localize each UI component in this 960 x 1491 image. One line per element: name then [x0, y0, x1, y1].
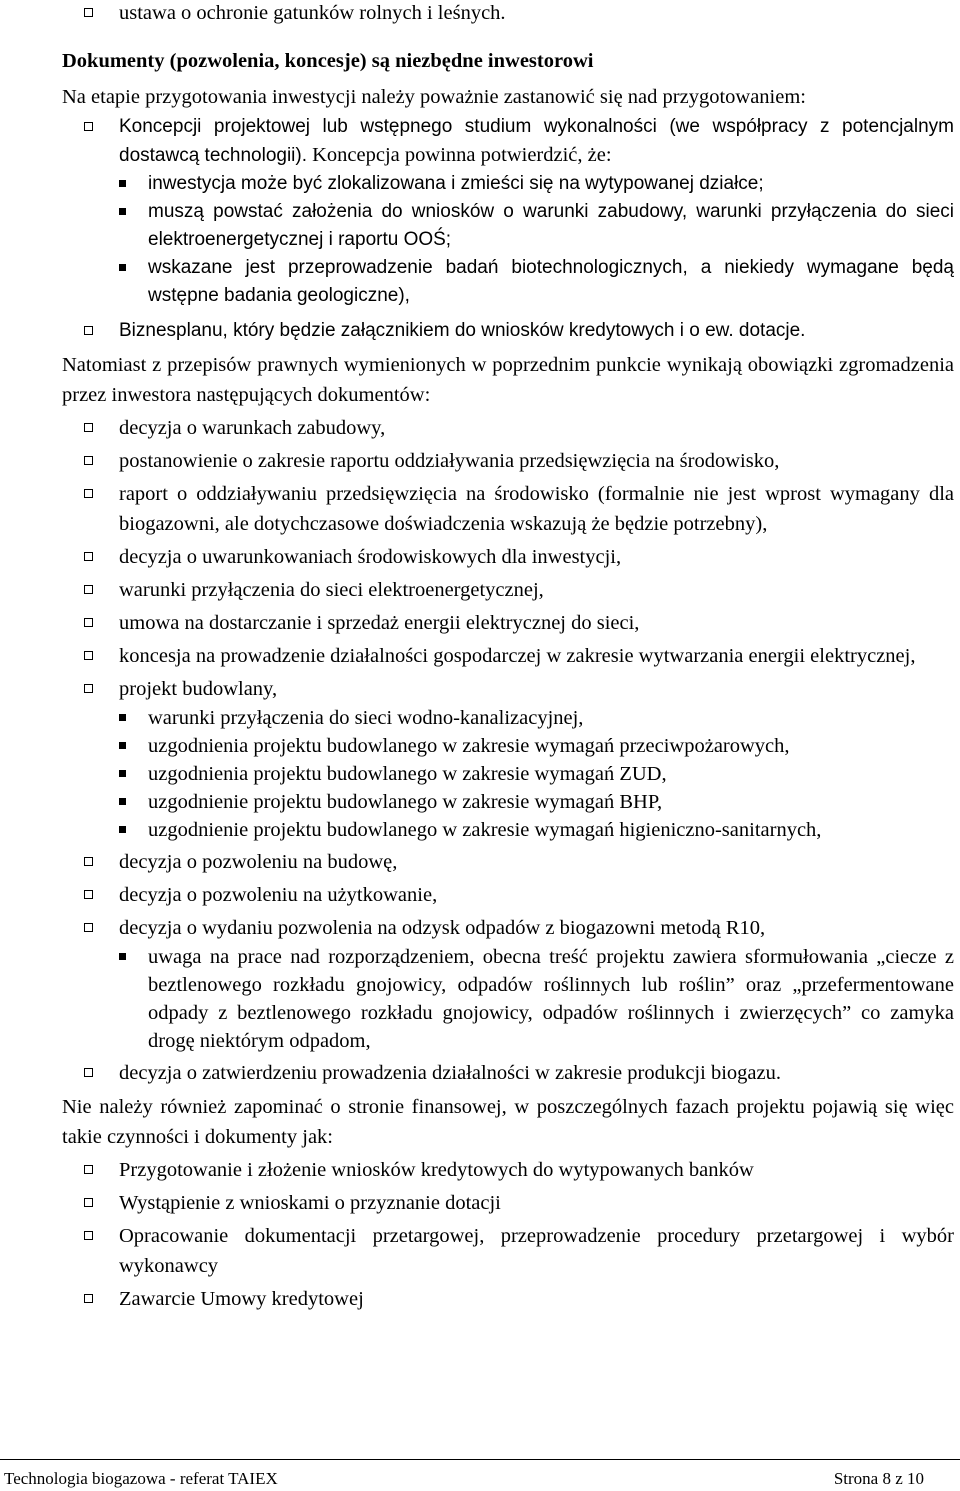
sub-list-item: warunki przyłączenia do sieci wodno-kanalizacyjnej,: [62, 704, 954, 732]
list-item: Wystąpienie z wnioskami o przyznanie dotacji: [62, 1188, 954, 1218]
intro-paragraph: Na etapie przygotowania inwestycji należy poważnie zastanowić się nad przygotowaniem:: [62, 86, 806, 108]
list-item: postanowienie o zakresie raportu oddziaływania przedsięwzięcia na środowisko,: [62, 446, 954, 476]
sub-list-item: uzgodnienie projektu budowlanego w zakresie wymagań higieniczno-sanitarnych,: [62, 816, 954, 844]
finance-paragraph: Nie należy również zapominać o stronie finansowej, w poszczególnych fazach projektu pojawią się więc takie czynności i dokumenty jak:: [62, 1096, 954, 1148]
checkbox-bullet-icon: [84, 8, 93, 17]
list-item: Przygotowanie i złożenie wniosków kredytowych do wytypowanych banków: [62, 1155, 954, 1185]
square-bullet-icon: [119, 953, 126, 960]
square-bullet-icon: [119, 180, 126, 187]
checkbox-bullet-icon: [84, 1231, 93, 1240]
footer-title: Technologia biogazowa - referat TAIEX: [4, 1469, 278, 1488]
list-item-business-plan: Biznesplanu, który będzie załącznikiem do wniosków kredytowych i o ew. dotacje.: [62, 316, 954, 346]
list-item: decyzja o zatwierdzeniu prowadzenia działalności w zakresie produkcji biogazu.: [62, 1058, 954, 1088]
checkbox-bullet-icon: [84, 122, 93, 131]
checkbox-bullet-icon: [84, 423, 93, 432]
checkbox-bullet-icon: [84, 1165, 93, 1174]
checkbox-bullet-icon: [84, 923, 93, 932]
sub-list-item-note: uwaga na prace nad rozporządzeniem, obecna treść projektu zawiera sformułowania „ciecze z beztlenowego rozkładu gnojowicy, odpadów roślinnych lub roślin” oraz „przefermentowane odpady z beztlenowego rozkładu gnojowicy, odpadów roślinnych i zwierzęcych” co zamyka drogę niektórym odpadom,: [62, 943, 954, 1055]
checkbox-bullet-icon: [84, 326, 93, 335]
list-item: decyzja o pozwoleniu na użytkowanie,: [62, 880, 954, 910]
checkbox-bullet-icon: [84, 684, 93, 693]
sub-list-item: inwestycja może być zlokalizowana i zmieści się na wytypowanej działce;: [62, 170, 954, 198]
sub-list-item: uzgodnienia projektu budowlanego w zakresie wymagań przeciwpożarowych,: [62, 732, 954, 760]
list-item-concept: Koncepcji projektowej lub wstępnego studium wykonalności (we współpracy z potencjalnym dostawcą technologii). Koncepcja powinna potwierdzić, że:: [62, 112, 954, 170]
sub-list-item: wskazane jest przeprowadzenie badań biotechnologicznych, a niekiedy wymagane będą wstępne badania geologiczne),: [62, 254, 954, 310]
checkbox-bullet-icon: [84, 890, 93, 899]
square-bullet-icon: [119, 208, 126, 215]
law-paragraph: Natomiast z przepisów prawnych wymienionych w poprzednim punkcie wynikają obowiązki zgromadzenia przez inwestora następujących dokumentów:: [62, 354, 954, 406]
checkbox-bullet-icon: [84, 1068, 93, 1077]
list-item: decyzja o warunkach zabudowy,: [62, 413, 954, 443]
page-content: [62, 0, 954, 1314]
list-item: raport o oddziaływaniu przedsięwzięcia na środowisko (formalnie nie jest wprost wymagany dla biogazowni, ale dotychczasowe doświadczenia wskazują że będzie potrzebny),: [62, 479, 954, 539]
list-item: Zawarcie Umowy kredytowej: [62, 1284, 954, 1314]
list-item: decyzja o wydaniu pozwolenia na odzysk odpadów z biogazowni metodą R10,: [62, 913, 954, 943]
checkbox-bullet-icon: [84, 1198, 93, 1207]
section-heading: Dokumenty (pozwolenia, koncesje) są niezbędne inwestorowi: [62, 50, 594, 72]
checkbox-bullet-icon: [84, 456, 93, 465]
list-item: decyzja o pozwoleniu na budowę,: [62, 847, 954, 877]
checkbox-bullet-icon: [84, 618, 93, 627]
square-bullet-icon: [119, 714, 126, 721]
checkbox-bullet-icon: [84, 651, 93, 660]
checkbox-bullet-icon: [84, 552, 93, 561]
list-item: decyzja o uwarunkowaniach środowiskowych dla inwestycji,: [62, 542, 954, 572]
square-bullet-icon: [119, 826, 126, 833]
checkbox-bullet-icon: [84, 1294, 93, 1303]
list-item: umowa na dostarczanie i sprzedaż energii elektrycznej do sieci,: [62, 608, 954, 638]
list-item-project: projekt budowlany,: [62, 674, 954, 704]
checkbox-bullet-icon: [84, 585, 93, 594]
sub-list-item: uzgodnienie projektu budowlanego w zakresie wymagań BHP,: [62, 788, 954, 816]
sub-list-item: uzgodnienia projektu budowlanego w zakresie wymagań ZUD,: [62, 760, 954, 788]
square-bullet-icon: [119, 770, 126, 777]
checkbox-bullet-icon: [84, 857, 93, 866]
list-item: koncesja na prowadzenie działalności gospodarczej w zakresie wytwarzania energii elektrycznej,: [62, 641, 954, 671]
square-bullet-icon: [119, 798, 126, 805]
checkbox-bullet-icon: [84, 489, 93, 498]
preparation-list: [62, 112, 954, 346]
page-footer: [0, 1459, 960, 1488]
list-item: ustawa o ochronie gatunków rolnych i leśnych.: [62, 0, 954, 28]
square-bullet-icon: [119, 742, 126, 749]
square-bullet-icon: [119, 264, 126, 271]
list-item: warunki przyłączenia do sieci elektroenergetycznej,: [62, 575, 954, 605]
sub-list-item: muszą powstać założenia do wniosków o warunki zabudowy, warunki przyłączenia do sieci elektroenergetycznej i raportu OOŚ;: [62, 198, 954, 254]
list-item: Opracowanie dokumentacji przetargowej, przeprowadzenie procedury przetargowej i wybór wykonawcy: [62, 1221, 954, 1281]
page-number: Strona 8 z 10: [833, 1469, 924, 1488]
